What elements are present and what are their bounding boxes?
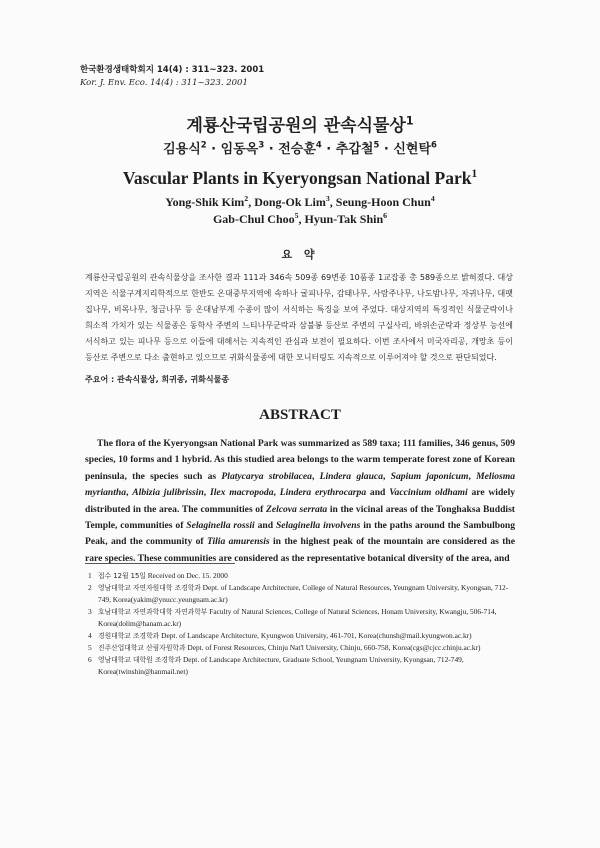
footnote-3 — [88, 606, 518, 630]
footnote-number: 5 — [88, 643, 92, 652]
species-name: Tilia amurensis — [206, 536, 270, 548]
abstract-text: and — [254, 520, 276, 532]
species-name: Albizia julibrissin — [132, 487, 204, 499]
author-name-en: Hyun-Tak Shin — [304, 212, 384, 226]
author-name-en: Gab-Chul Choo — [212, 212, 295, 226]
footnote-text: Dept. of Landscape Architecture, Graduate School, Yeungnam University, Kyongsan, 712-749, Korea(twinshin@hanmail.net) — [98, 655, 464, 676]
species-name: Meliosma myriantha — [85, 470, 516, 499]
footnote-text: Received on Dec. 15. 2000 — [145, 571, 228, 580]
author-affiliation-mark: 3 — [258, 139, 265, 150]
abstract-text: are widely distributed in the area. The communities of — [85, 487, 516, 515]
author-affiliation-mark: 3 — [325, 194, 330, 203]
author-affiliation-mark: 4 — [315, 139, 322, 150]
english-authors — [70, 194, 530, 228]
korean-summary-heading: 요 약 — [281, 248, 319, 261]
korean-title-footnote-mark: 1 — [405, 114, 414, 128]
keywords-label: 주요어 : — [85, 375, 115, 384]
footnote-6 — [88, 654, 518, 678]
author-affiliation-mark: 2 — [200, 139, 207, 150]
footnote-4 — [88, 630, 518, 642]
korean-title-text: 계룡산국립공원의 관속식물상 — [186, 116, 406, 136]
author-name-en: Seung-Hoon Chun — [335, 195, 431, 209]
author-name-ko: 임동옥 — [220, 142, 259, 157]
author-affiliation-mark: 6 — [383, 211, 388, 220]
footnote-number: 2 — [88, 583, 92, 592]
footnote-divider — [85, 563, 235, 564]
footnote-number: 3 — [88, 607, 92, 616]
footnote-korean-affiliation: 영남대학교 자연자원대학 조경학과 — [98, 584, 201, 592]
footnotes — [88, 570, 518, 678]
footnote-number: 1 — [88, 571, 92, 580]
abstract-text: , — [273, 487, 280, 499]
english-title-footnote-mark: 1 — [471, 168, 478, 181]
english-authors-line-2: Gab-Chul Choo$^5$, Hyun-Tak Shin$^6$ — [212, 211, 388, 226]
species-name: Selaginella rossii — [186, 520, 255, 532]
footnote-text: Dept. of Landscape Architecture, College of Natural Resources, Yeungnam University, Kyongsan, 712-749, Korea(yakim@ynucc.yeungnam.ac.kr) — [98, 583, 509, 604]
journal-citation-korean: 한국환경생태학회지 14(4) : 311~323. 2001 — [80, 65, 265, 75]
abstract-text: , — [311, 470, 320, 482]
english-title — [70, 168, 530, 189]
footnote-text: Dept. of Landscape Architecture, Kyungwon University, 461-701, Korea(chunsh@mail.kyungwon.ac.kr) — [159, 631, 472, 640]
korean-title — [70, 111, 530, 136]
keywords — [85, 374, 229, 385]
author-name-ko: 추갑철 — [335, 142, 374, 157]
species-name: Vaccinium oldhami — [389, 487, 468, 499]
abstract-heading: ABSTRACT — [259, 407, 341, 423]
author-separator: · — [321, 142, 336, 157]
author-name-en: Dong-Ok Lim — [254, 195, 326, 209]
abstract-text: and — [366, 487, 390, 499]
korean-summary-body: 계룡산국립공원의 관속식물상을 조사한 결과 111과 346속 509종 69변종 10품종 1교잡종 총 589종으로 밝혀졌다. 대상지역은 식물구계지리학적으로 한반도 온대중부지역에 속하나 굴피나무, 감태나무, 사람주나무, 나도밤나무, 자귀나무, 대팻집나무, 비목나무, 청금나무 등 온대남부계 수종이 많이 서식하는 특징을 보여 주었다. 대상지역의 특징적인 식물군락이나 희소적 가치가 있는 식물종은 동학사 주변의 느티나무군락과 삼불봉 등산로 주변의 구실사리, 바위손군락과 정상부 능선에 서식하고 있는 피나무 등으로 이들에 대해서는 지속적인 관심과 보전이 필요하다. 이번 조사에서 미국자리공, 개망초 등이 등산로 주변으로 다소 출현하고 있으므로 귀화식물종에 대한 모니터링도 지속적으로 이루어져야 할 것으로 판단되었다. — [85, 273, 513, 362]
footnote-1 — [88, 570, 518, 582]
english-title-text: Vascular Plants in Kyeryongsan National Park — [122, 168, 472, 188]
author-name-ko: 김용식 — [163, 142, 201, 157]
author-separator: · — [206, 142, 221, 157]
species-name: Ilex macropoda — [210, 487, 274, 499]
footnote-2 — [88, 582, 518, 606]
footnote-5 — [88, 642, 518, 654]
abstract-text: , — [468, 470, 477, 482]
species-name: Lindera erythrocarpa — [279, 487, 367, 499]
author-affiliation-mark: 5 — [294, 211, 299, 220]
footnote-korean-affiliation: 호남대학교 자연과학대학 자연과학부 — [98, 608, 208, 616]
footnote-korean-affiliation: 영남대학교 대학원 조경학과 — [98, 656, 182, 664]
abstract-body — [85, 436, 515, 567]
journal-citation — [80, 64, 264, 90]
author-name-ko: 전승훈 — [278, 142, 316, 157]
footnote-korean-affiliation: 경원대학교 조경학과 — [98, 632, 160, 640]
abstract-text: , — [126, 487, 133, 499]
author-separator: · — [379, 142, 394, 157]
abstract-text: The flora of the Kyeryongsan National Park was summarized as 589 taxa; 111 families, 346 genus, 509 species, 10 forms and 1 hybrid. As this studied area belongs to the warm temperate forest zone of Korean peninsula, the species such as — [85, 438, 515, 482]
author-affiliation-mark: 2 — [244, 194, 249, 203]
author-separator: · — [264, 142, 279, 157]
english-authors-line-1: Yong-Shik Kim$^2$, Dong-Ok Lim$^3$, Seung-Hoon Chun$^4$ — [165, 194, 435, 209]
abstract-text: in the paths around the Sambulbong Peak, and the community of — [85, 520, 516, 548]
species-name: Lindera glauca — [319, 470, 383, 482]
abstract-text: , — [203, 487, 210, 499]
author-name-en: Yong-Shik Kim — [165, 195, 245, 209]
species-name: Selaginella involvens — [275, 520, 361, 532]
korean-authors — [70, 138, 530, 157]
abstract-text: in the highest peak of the mountain are considered as the rare species. These communities are considered as the representative botanical diversity of the area, and — [85, 536, 515, 564]
abstract-text: in the vicinal areas of the Tonghaksa Buddist Temple, communities of — [85, 503, 515, 532]
footnote-korean-affiliation: 진주산업대학교 산림자원학과 — [98, 644, 186, 652]
keywords-list: 관속식물상, 희귀종, 귀화식물종 — [116, 375, 230, 384]
abstract-text: , — [383, 470, 391, 482]
species-name: Zelcova serrata — [265, 503, 328, 515]
author-affiliation-mark: 5 — [373, 139, 380, 150]
footnote-number: 4 — [88, 631, 92, 640]
footnote-korean-affiliation: 접수 12월 15일 — [98, 572, 146, 580]
footnote-text: Faculty of Natural Sciences, College of Natural Sciences, Honam University, Kwangju, 506-714, Korea(dolim@hanam.ac.kr) — [98, 607, 497, 628]
footnote-number: 6 — [88, 655, 92, 664]
author-affiliation-mark: 6 — [431, 139, 437, 150]
species-name: Sapium japonicum — [390, 470, 469, 482]
species-name: Platycarya strobilacea — [221, 470, 312, 482]
journal-citation-english: Kor. J. Env. Eco. 14(4) : 311~323. 2001 — [80, 78, 248, 88]
author-affiliation-mark: 4 — [430, 194, 435, 203]
footnote-text: Dept. of Forest Resources, Chinju Nat'l University, Chinju, 660-758, Korea(cgs@cjcc.chinju.ac.kr) — [185, 643, 481, 652]
author-name-ko: 신현탁 — [393, 142, 432, 157]
